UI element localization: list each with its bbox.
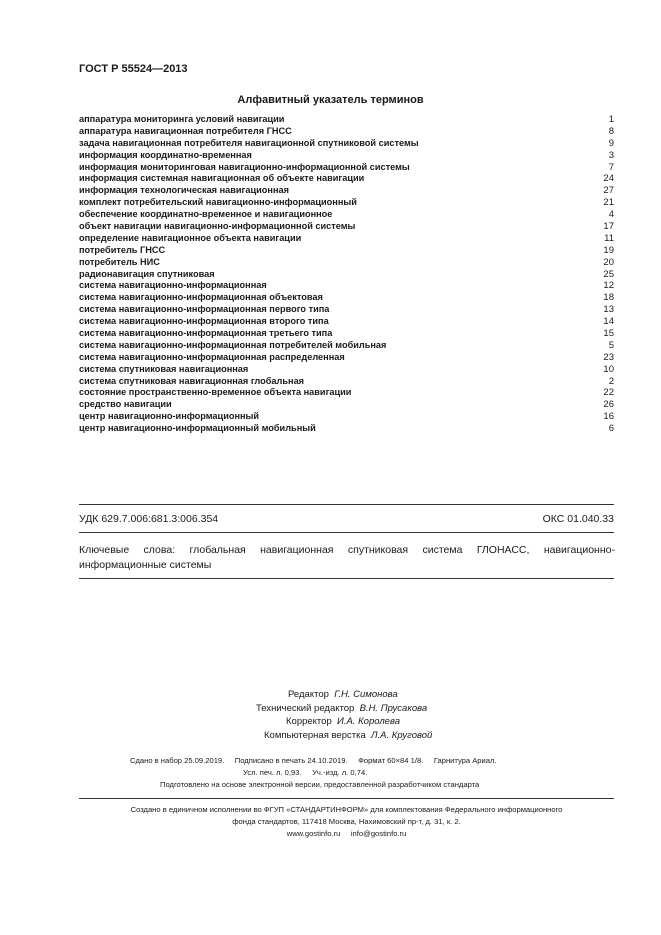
- editor-name: Г.Н. Симонова: [334, 689, 398, 700]
- index-entry: [79, 328, 614, 340]
- index-term-number: 2: [608, 375, 614, 387]
- index-term-number: 17: [603, 221, 614, 233]
- index-entry: [79, 423, 614, 435]
- credit-layout: Компьютерная верстка Л.А. Круговой: [264, 729, 433, 741]
- index-term-number: 26: [603, 399, 614, 411]
- index-term: информация мониторинговая навигационно-информационной системы: [79, 161, 410, 172]
- index-entry: [79, 269, 614, 281]
- divider-bottom: [79, 578, 614, 579]
- index-term: комплект потребительский навигационно-информационный: [79, 197, 357, 208]
- index-term-number: 15: [603, 328, 614, 340]
- index-term: объект навигации навигационно-информационной системы: [79, 221, 356, 232]
- index-entry: [79, 245, 614, 257]
- credit-editor: Редактор Г.Н. Симонова: [288, 689, 398, 700]
- divider-top: [79, 504, 614, 505]
- index-entry: [79, 114, 614, 126]
- index-term-number: 27: [603, 185, 614, 197]
- standard-header: ГОСТ Р 55524—2013: [79, 63, 188, 75]
- index-term: состояние пространственно-временное объекта навигации: [79, 387, 352, 398]
- index-term: система навигационно-информационная первого типа: [79, 304, 330, 315]
- index-term: потребитель НИС: [79, 256, 160, 267]
- index-term-number: 19: [603, 244, 614, 256]
- index-term-number: 3: [608, 149, 614, 161]
- index-term: радионавигация спутниковая: [79, 268, 215, 279]
- index-term-number: 8: [608, 125, 614, 137]
- index-list: [79, 114, 614, 435]
- index-entry: [79, 209, 614, 221]
- index-term-number: 18: [603, 292, 614, 304]
- index-entry: [79, 340, 614, 352]
- footer-line-1: Создано в единичном исполнении во ФГУП «СТАНДАРТИНФОРМ» для комплектования Федерального информационного: [130, 805, 563, 814]
- index-term: обеспечение координатно-временное и навигационное: [79, 209, 333, 220]
- index-term: центр навигационно-информационный: [79, 411, 260, 422]
- credit-tech-editor: Технический редактор В.Н. Прусакова: [256, 702, 428, 714]
- index-entry: [79, 316, 614, 328]
- publication-info: [130, 755, 570, 791]
- index-entry: [79, 292, 614, 304]
- index-term: средство навигации: [79, 399, 172, 410]
- index-term-number: 22: [603, 387, 614, 399]
- index-entry: [79, 364, 614, 376]
- layout-name: Л.А. Круговой: [371, 729, 433, 741]
- index-term: задача навигационная потребителя навигационной спутниковой системы: [79, 137, 419, 148]
- index-term: система навигационно-информационная второго типа: [79, 316, 329, 327]
- footer-info: [79, 804, 614, 840]
- index-entry: [79, 126, 614, 138]
- index-entry: [79, 150, 614, 162]
- index-term: система навигационно-информационная третьего типа: [79, 328, 333, 339]
- index-entry: [79, 280, 614, 292]
- tech-editor-name: В.Н. Прусакова: [359, 702, 428, 714]
- index-term-number: 10: [603, 363, 614, 375]
- index-term-number: 14: [603, 316, 614, 328]
- index-term-number: 4: [608, 209, 614, 221]
- index-term-number: 6: [608, 423, 614, 435]
- index-term: аппаратура навигационная потребителя ГНСС: [79, 125, 292, 136]
- index-entry: [79, 411, 614, 423]
- publication-line-3: Подготовлено на основе электронной версии, предоставленной разработчиком стандарта: [160, 780, 480, 789]
- index-entry: [79, 197, 614, 209]
- publication-line-1: Сдано в набор 25.09.2019. Подписано в печать 24.10.2019. Формат 60×84 1/8. Гарнитура Ариал.: [130, 756, 497, 765]
- footer-line-2: фонда стандартов, 117418 Москва, Нахимовский пр-т, д. 31, к. 2.: [232, 817, 461, 826]
- index-term-number: 21: [603, 197, 614, 209]
- corrector-name: И.А. Королева: [337, 716, 400, 727]
- index-term-number: 11: [604, 232, 614, 244]
- index-entry: [79, 352, 614, 364]
- udk-code: УДК 629.7.006:681.3:006.354: [79, 513, 219, 525]
- index-term-number: 25: [603, 268, 614, 280]
- index-entry: [79, 399, 614, 411]
- index-term: определение навигационное объекта навигации: [79, 232, 302, 243]
- index-entry: [79, 173, 614, 185]
- index-term-number: 23: [603, 351, 614, 363]
- credit-corrector: Корректор И.А. Королева: [286, 716, 400, 727]
- oks-code: ОКС 01.040.33: [542, 513, 614, 525]
- index-term: потребитель ГНСС: [79, 244, 166, 255]
- index-term-number: 24: [603, 173, 614, 185]
- index-entry: [79, 304, 614, 316]
- index-entry: [79, 233, 614, 245]
- index-term-number: 5: [608, 339, 614, 351]
- index-term-number: 16: [603, 411, 614, 423]
- index-entry: [79, 162, 614, 174]
- index-term: центр навигационно-информационный мобильный: [79, 423, 316, 434]
- index-term-number: 1: [608, 114, 614, 125]
- keywords: Ключевые слова: глобальная навигационная спутниковая система ГЛОНАСС, навигационно-информационные системы: [79, 544, 615, 571]
- index-entry: [79, 387, 614, 399]
- index-term: система спутниковая навигационная: [79, 363, 249, 374]
- index-entry: [79, 257, 614, 269]
- index-term-number: 9: [608, 137, 614, 149]
- index-term: система навигационно-информационная объектовая: [79, 292, 323, 303]
- index-term-number: 7: [608, 161, 614, 173]
- index-term-number: 13: [603, 304, 614, 316]
- credits-block: [256, 688, 432, 742]
- index-term-number: 20: [603, 256, 614, 268]
- index-term: система навигационно-информационная потребителей мобильная: [79, 339, 387, 350]
- divider-middle: [79, 532, 614, 533]
- classification-row: [79, 513, 614, 525]
- index-term: информация технологическая навигационная: [79, 185, 289, 196]
- footer-links: www.gostinfo.ru info@gostinfo.ru: [286, 829, 407, 838]
- index-term: система навигационно-информационная: [79, 280, 267, 291]
- index-term: система спутниковая навигационная глобальная: [79, 375, 305, 386]
- index-term: информация системная навигационная об объекте навигации: [79, 173, 365, 184]
- index-entry: [79, 376, 614, 388]
- index-title: Алфавитный указатель терминов: [237, 94, 424, 106]
- publication-line-2: Усл. печ. л. 0,93. Уч.-изд. л. 0,74.: [243, 768, 368, 777]
- index-entry: [79, 185, 614, 197]
- index-term-number: 12: [603, 280, 614, 292]
- index-term: аппаратура мониторинга условий навигации: [79, 114, 285, 124]
- index-entry: [79, 138, 614, 150]
- index-term: информация координатно-временная: [79, 149, 252, 160]
- index-entry: [79, 221, 614, 233]
- index-term: система навигационно-информационная распределенная: [79, 351, 345, 362]
- divider-footer: [79, 798, 614, 799]
